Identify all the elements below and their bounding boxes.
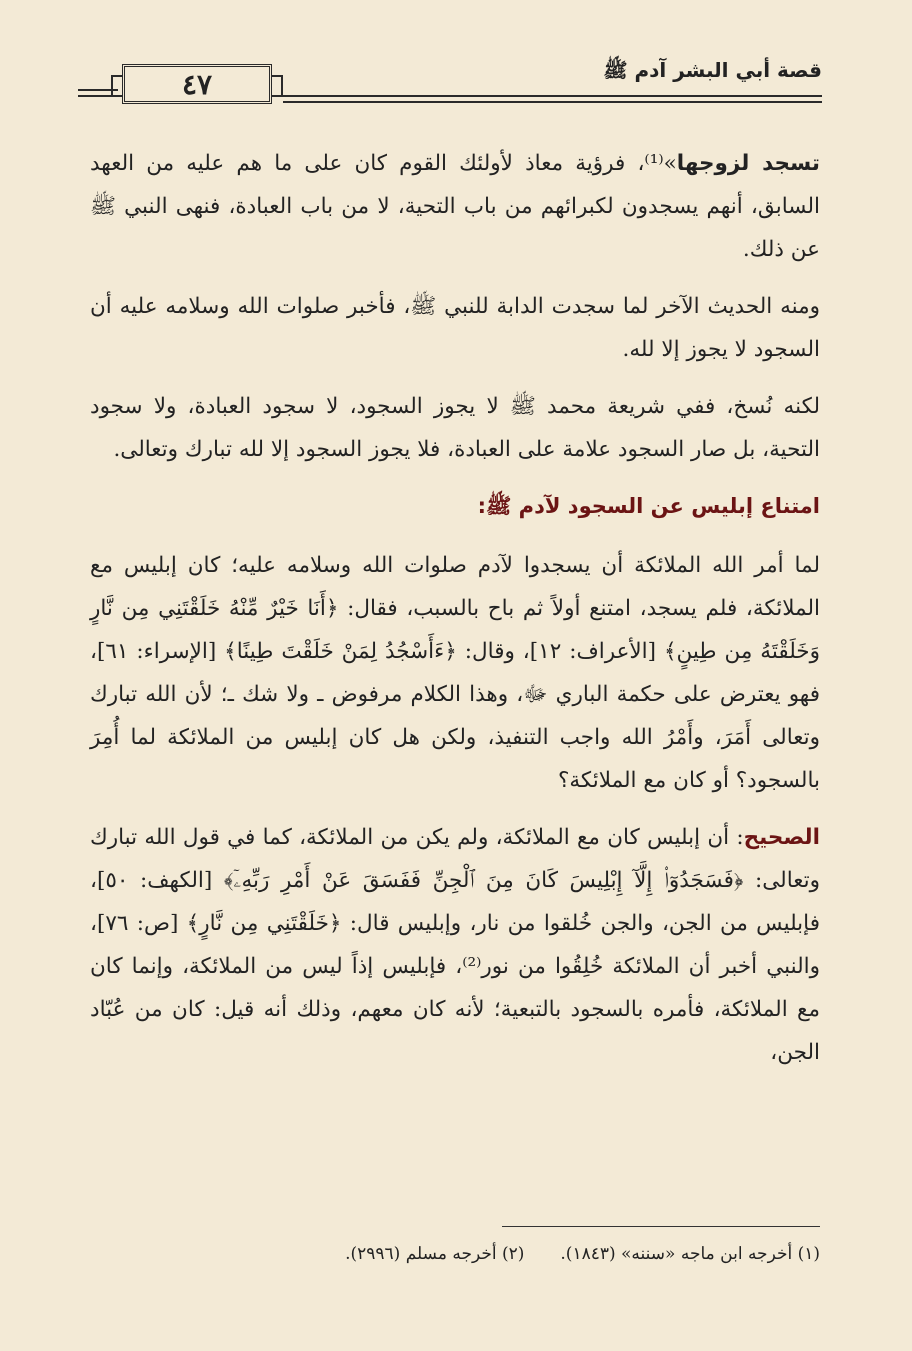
paragraph: [90, 142, 820, 271]
page-number: ٤٧: [122, 64, 272, 104]
paragraph-text: »⁽¹⁾، فرؤية معاذ لأولئك القوم كان على ما هم عليه من العهد السابق، أنهم يسجدون لكبرائهم من باب التحية، لا من باب العبادة، فنهى النبي ﷺ عن ذلك.: [90, 151, 820, 262]
running-title: قصة أبي البشر آدم ﷺ: [603, 58, 822, 82]
paragraph-text: : أن إبليس كان مع الملائكة، ولم يكن من الملائكة، كما في قول الله تبارك وتعالى: ﴿فَسَجَدُوٓا۟ إِلَّآ إِبْلِيسَ كَانَ مِنَ ٱلْجِنِّ فَفَسَقَ عَنْ أَمْرِ رَبِّهِۦٓ﴾ [الكهف: ٥٠]، فإبليس من الجن، والجن خُلقوا من نار، وإبليس قال: ﴿خَلَقْتَنِي مِن نَّارٍ﴾ [ص: ٧٦]، والنبي أخبر أن الملائكة خُلِقُوا من نور⁽²⁾، فإبليس إذاً ليس من الملائكة، وإنما كان مع الملائكة، فأمره بالسجود بالتبعية؛ لأنه كان معهم، وذلك أنه قيل: كان من عُبّاد الجن،: [90, 825, 821, 1065]
footnote: (١) أخرجه ابن ماجه «سننه» (١٨٤٣).: [560, 1244, 820, 1264]
paragraph-lead: تسجد لزوجها: [676, 151, 820, 176]
page-header: [78, 58, 822, 106]
header-rule: [283, 101, 822, 103]
body-text: [90, 142, 820, 1088]
header-rule: [283, 95, 822, 97]
paragraph: لما أمر الله الملائكة أن يسجدوا لآدم صلوات الله وسلامه عليه؛ كان إبليس مع الملائكة، فلم يسجد، امتنع أولاً ثم باح بالسبب، فقال: ﴿أَنَا خَيْرٌ مِّنْهُ خَلَقْتَنِي مِن نَّارٍ وَخَلَقْتَهُ مِن طِينٍ﴾ [الأعراف: ١٢]، وقال: ﴿ءَأَسْجُدُ لِمَنْ خَلَقْتَ طِينًا﴾ [الإسراء: ٦١]، فهو يعترض على حكمة الباري ﷻ، وهذا الكلام مرفوض ـ ولا شك ـ؛ لأن الله تبارك وتعالى أَمَرَ، وأَمْرُ الله واجب التنفيذ، ولكن هل كان إبليس من الملائكة لما أُمِرَ بالسجود؟ أو كان مع الملائكة؟: [90, 553, 820, 793]
paragraph-lead: الصحيح: [743, 825, 820, 850]
footnote: (٢) أخرجه مسلم (٢٩٩٦).: [345, 1244, 525, 1264]
paragraph: [90, 816, 820, 1074]
paragraph: لكنه نُسخ، ففي شريعة محمد ﷺ لا يجوز السجود، لا سجود العبادة، ولا سجود التحية، بل صار السجود علامة على العبادة، فلا يجوز السجود إلا لله تبارك وتعالى.: [90, 394, 820, 462]
footnote-separator: [502, 1226, 820, 1227]
section-heading: امتناع إبليس عن السجود لآدم ﷺ:: [477, 494, 820, 518]
footnotes: [90, 1244, 820, 1264]
paragraph: ومنه الحديث الآخر لما سجدت الدابة للنبي ﷺ، فأخبر صلوات الله وسلامه عليه أن السجود لا يجوز إلا لله.: [90, 294, 820, 362]
